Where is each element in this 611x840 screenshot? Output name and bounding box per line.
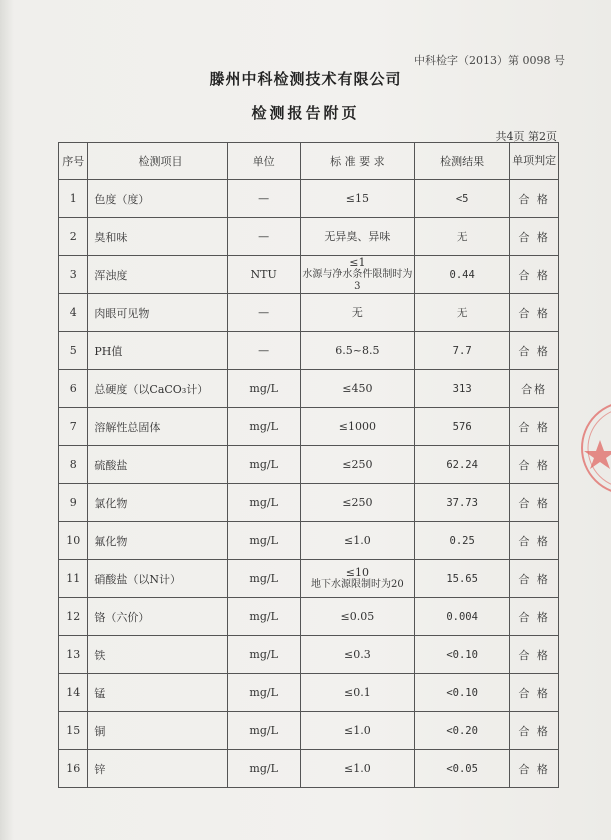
- table-row: [59, 256, 559, 294]
- test-result: 0.44: [414, 256, 509, 294]
- test-result: 7.7: [414, 332, 509, 370]
- standard-limit: 无: [351, 305, 363, 319]
- standard-requirement: [300, 712, 414, 750]
- item-unit: mg/L: [227, 522, 300, 560]
- standard-requirement: [300, 218, 414, 256]
- standard-note: 地下水源限制时为20: [310, 578, 404, 590]
- standard-requirement: [300, 180, 414, 218]
- standard-requirement: [300, 370, 414, 408]
- item-unit: NTU: [227, 256, 300, 294]
- row-number: 15: [59, 712, 88, 750]
- judgement: 合 格: [510, 712, 559, 750]
- item-unit: mg/L: [227, 598, 300, 636]
- item-name: 锰: [88, 674, 227, 712]
- item-unit: —: [227, 218, 300, 256]
- judgement: 合格: [510, 370, 559, 408]
- item-name: 铁: [88, 636, 227, 674]
- row-number: 10: [59, 522, 88, 560]
- table-row: [59, 218, 559, 256]
- table-row: [59, 484, 559, 522]
- report-subtitle: 检测报告附页: [251, 104, 360, 122]
- row-number: 12: [59, 598, 88, 636]
- test-result: 15.65: [414, 560, 509, 598]
- test-result: 0.25: [414, 522, 509, 560]
- table-row: [59, 750, 559, 788]
- standard-limit: ≤1000: [338, 419, 376, 433]
- standard-limit: ≤1.0: [343, 533, 371, 547]
- item-name: 氯化物: [88, 484, 227, 522]
- header-judgement: 单项判定: [510, 143, 559, 180]
- test-result: 37.73: [414, 484, 509, 522]
- standard-limit: ≤250: [342, 495, 373, 509]
- item-name: 溶解性总固体: [88, 408, 227, 446]
- standard-limit: 6.5~8.5: [335, 343, 380, 357]
- test-result: <0.20: [414, 712, 509, 750]
- standard-requirement: [300, 332, 414, 370]
- table-body: [59, 180, 559, 788]
- header-result: 检测结果: [414, 143, 509, 180]
- red-seal-stamp: [578, 398, 611, 498]
- header-standard: 标 准 要 求: [300, 143, 414, 180]
- test-result: <5: [414, 180, 509, 218]
- judgement: 合 格: [510, 332, 559, 370]
- item-unit: —: [227, 180, 300, 218]
- standard-limit: ≤0.3: [343, 647, 371, 661]
- standard-requirement: [300, 636, 414, 674]
- test-result: 无: [414, 218, 509, 256]
- item-name: 臭和味: [88, 218, 227, 256]
- item-unit: mg/L: [227, 370, 300, 408]
- standard-limit: ≤10: [345, 565, 369, 579]
- table-header-row: [59, 143, 559, 180]
- standard-requirement: [300, 408, 414, 446]
- table-row: [59, 294, 559, 332]
- judgement: 合 格: [510, 256, 559, 294]
- item-unit: mg/L: [227, 484, 300, 522]
- row-number: 4: [59, 294, 88, 332]
- standard-limit: 无异臭、异味: [324, 229, 391, 243]
- item-name: 铬（六价）: [88, 598, 227, 636]
- test-result: 0.004: [414, 598, 509, 636]
- row-number: 9: [59, 484, 88, 522]
- item-unit: mg/L: [227, 408, 300, 446]
- standard-limit: ≤250: [342, 457, 373, 471]
- standard-requirement: [300, 256, 414, 294]
- judgement: 合 格: [510, 750, 559, 788]
- judgement: 合 格: [510, 446, 559, 484]
- row-number: 1: [59, 180, 88, 218]
- table-row: [59, 636, 559, 674]
- judgement: 合 格: [510, 674, 559, 712]
- page-info: 共4页 第2页: [495, 130, 557, 143]
- item-unit: mg/L: [227, 674, 300, 712]
- header-unit: 单位: [227, 143, 300, 180]
- item-unit: mg/L: [227, 636, 300, 674]
- item-name: 硝酸盐（以N计）: [88, 560, 227, 598]
- standard-requirement: [300, 294, 414, 332]
- item-name: 色度（度）: [88, 180, 227, 218]
- test-result: 62.24: [414, 446, 509, 484]
- judgement: 合 格: [510, 180, 559, 218]
- test-result: <0.10: [414, 674, 509, 712]
- standard-limit: ≤1.0: [343, 761, 371, 775]
- item-name: 氟化物: [88, 522, 227, 560]
- item-name: 铜: [88, 712, 227, 750]
- judgement: 合 格: [510, 522, 559, 560]
- row-number: 5: [59, 332, 88, 370]
- row-number: 11: [59, 560, 88, 598]
- standard-requirement: [300, 560, 414, 598]
- row-number: 3: [59, 256, 88, 294]
- item-unit: mg/L: [227, 446, 300, 484]
- row-number: 6: [59, 370, 88, 408]
- table-row: [59, 522, 559, 560]
- table-row: [59, 408, 559, 446]
- standard-requirement: [300, 522, 414, 560]
- standard-requirement: [300, 446, 414, 484]
- table-row: [59, 180, 559, 218]
- table-row: [59, 370, 559, 408]
- row-number: 8: [59, 446, 88, 484]
- header-no: 序号: [59, 143, 88, 180]
- item-unit: mg/L: [227, 560, 300, 598]
- standard-requirement: [300, 674, 414, 712]
- standard-limit: ≤450: [342, 381, 373, 395]
- standard-limit: ≤15: [345, 191, 369, 205]
- judgement: 合 格: [510, 484, 559, 522]
- document-number: 中科检字（2013）第 0098 号: [414, 54, 565, 67]
- test-result: 576: [414, 408, 509, 446]
- judgement: 合 格: [510, 598, 559, 636]
- standard-requirement: [300, 598, 414, 636]
- judgement: 合 格: [510, 408, 559, 446]
- judgement: 合 格: [510, 560, 559, 598]
- standard-limit: ≤0.1: [343, 685, 371, 699]
- table-row: [59, 446, 559, 484]
- row-number: 2: [59, 218, 88, 256]
- company-name: 滕州中科检测技术有限公司: [209, 70, 402, 88]
- table-row: [59, 674, 559, 712]
- item-unit: —: [227, 294, 300, 332]
- judgement: 合 格: [510, 636, 559, 674]
- item-unit: —: [227, 332, 300, 370]
- standard-limit: ≤0.05: [340, 609, 375, 623]
- test-result: <0.05: [414, 750, 509, 788]
- inspection-table: [58, 142, 559, 788]
- row-number: 14: [59, 674, 88, 712]
- item-unit: mg/L: [227, 750, 300, 788]
- judgement: 合 格: [510, 218, 559, 256]
- table-row: [59, 598, 559, 636]
- table-row: [59, 560, 559, 598]
- judgement: 合 格: [510, 294, 559, 332]
- standard-limit: ≤1: [349, 255, 366, 269]
- row-number: 7: [59, 408, 88, 446]
- item-name: 浑浊度: [88, 256, 227, 294]
- header-item: 检测项目: [88, 143, 227, 180]
- item-unit: mg/L: [227, 712, 300, 750]
- standard-requirement: [300, 750, 414, 788]
- standard-limit: ≤1.0: [343, 723, 371, 737]
- item-name: 锌: [88, 750, 227, 788]
- test-result: 无: [414, 294, 509, 332]
- row-number: 16: [59, 750, 88, 788]
- item-name: 硫酸盐: [88, 446, 227, 484]
- standard-requirement: [300, 484, 414, 522]
- item-name: PH值: [88, 332, 227, 370]
- test-result: <0.10: [414, 636, 509, 674]
- standard-note: 水源与净水条件限制时为3: [302, 268, 413, 292]
- item-name: 肉眼可见物: [88, 294, 227, 332]
- table-row: [59, 332, 559, 370]
- item-name: 总硬度（以CaCO₃计）: [88, 370, 227, 408]
- test-result: 313: [414, 370, 509, 408]
- table-row: [59, 712, 559, 750]
- row-number: 13: [59, 636, 88, 674]
